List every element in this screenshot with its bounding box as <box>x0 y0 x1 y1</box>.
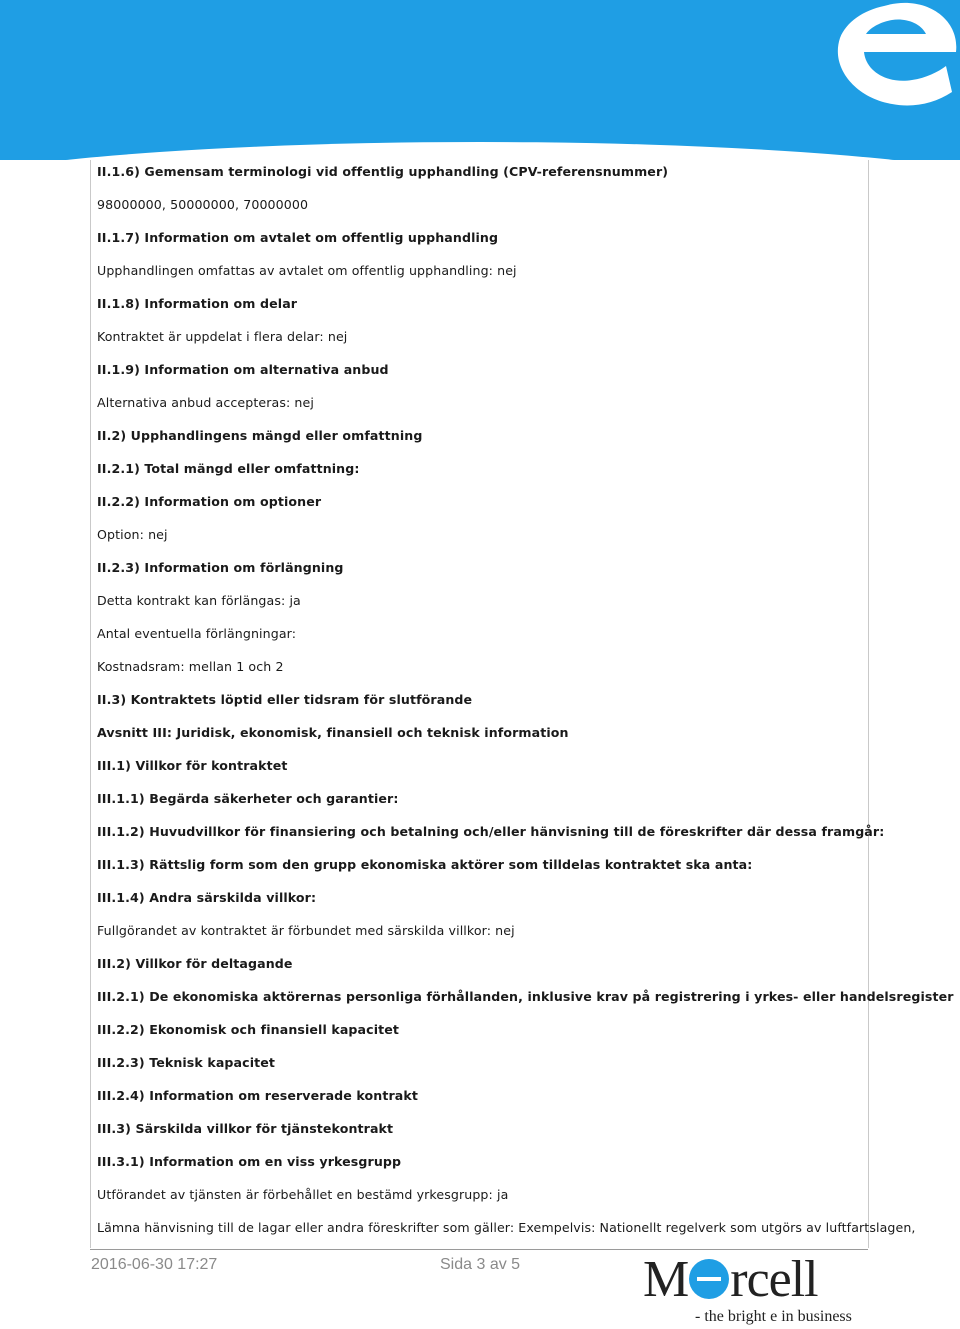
document-text-line: Kostnadsram: mellan 1 och 2 <box>97 659 284 674</box>
section-heading: III.1.4) Andra särskilda villkor: <box>97 890 317 905</box>
document-text-line: Antal eventuella förlängningar: <box>97 626 297 641</box>
section-heading: III.2.1) De ekonomiska aktörernas personliga förhållanden, inklusive krav på registrering i yrkes- eller handelsregister <box>97 989 954 1004</box>
section-heading: Avsnitt III: Juridisk, ekonomisk, finansiell och teknisk information <box>97 725 569 740</box>
brand-name-start: M <box>643 1251 689 1308</box>
section-heading: III.2.2) Ekonomisk och finansiell kapacitet <box>97 1022 400 1037</box>
mercell-e-logo-icon <box>689 1259 729 1299</box>
section-heading: II.3) Kontraktets löptid eller tidsram för slutförande <box>97 692 473 707</box>
document-text-line: Fullgörandet av kontraktet är förbundet med särskilda villkor: nej <box>97 923 515 938</box>
section-heading: II.1.7) Information om avtalet om offentlig upphandling <box>97 230 499 245</box>
document-text-line: Upphandlingen omfattas av avtalet om offentlig upphandling: nej <box>97 263 517 278</box>
document-lines <box>97 160 954 1249</box>
section-heading: II.1.8) Information om delar <box>97 296 298 311</box>
header-band <box>0 0 960 160</box>
section-heading: II.2) Upphandlingens mängd eller omfattning <box>97 428 423 443</box>
section-heading: III.3) Särskilda villkor för tjänstekontrakt <box>97 1121 394 1136</box>
section-heading: III.1) Villkor för kontraktet <box>97 758 288 773</box>
document-text-line: Alternativa anbud accepteras: nej <box>97 395 314 410</box>
mercell-e-logo-icon <box>826 0 960 110</box>
document-text-line: Option: nej <box>97 527 168 542</box>
document-text-line: 98000000, 50000000, 70000000 <box>97 197 309 212</box>
section-heading: III.1.1) Begärda säkerheter och garantier: <box>97 791 399 806</box>
document-text-line: Utförandet av tjänsten är förbehållet en bestämd yrkesgrupp: ja <box>97 1187 509 1202</box>
section-heading: III.1.2) Huvudvillkor för finansiering och betalning och/eller hänvisning till de föreskrifter där dessa framgår: <box>97 824 885 839</box>
brand-name-end: rcell <box>730 1251 818 1308</box>
section-heading: III.3.1) Information om en viss yrkesgrupp <box>97 1154 402 1169</box>
header-curve <box>0 142 960 160</box>
mercell-brand-logo <box>643 1252 868 1329</box>
footer-page-number: Sida 3 av 5 <box>440 1256 521 1273</box>
section-heading: II.1.9) Information om alternativa anbud <box>97 362 389 377</box>
document-text-line: Kontraktet är uppdelat i flera delar: nej <box>97 329 348 344</box>
section-heading: III.2.4) Information om reserverade kontrakt <box>97 1088 418 1103</box>
document-text-line: Lämna hänvisning till de lagar eller andra föreskrifter som gäller: Exempelvis: Nationellt regelverk som utgörs av luftfartslagen, <box>97 1220 916 1235</box>
brand-tagline: - the bright e in business <box>695 1308 852 1325</box>
section-heading: II.2.3) Information om förlängning <box>97 560 344 575</box>
section-heading: II.1.6) Gemensam terminologi vid offentlig upphandling (CPV-referensnummer) <box>97 164 669 179</box>
document-body <box>90 160 954 1248</box>
footer-date: 2016-06-30 17:27 <box>91 1256 218 1273</box>
brand-wordmark <box>643 1252 818 1308</box>
section-heading: II.2.2) Information om optioner <box>97 494 322 509</box>
document-text-line: Detta kontrakt kan förlängas: ja <box>97 593 301 608</box>
footer-divider <box>90 1249 868 1250</box>
section-heading: III.2) Villkor för deltagande <box>97 956 293 971</box>
section-heading: II.2.1) Total mängd eller omfattning: <box>97 461 360 476</box>
section-heading: III.2.3) Teknisk kapacitet <box>97 1055 276 1070</box>
section-heading: III.1.3) Rättslig form som den grupp ekonomiska aktörer som tilldelas kontraktet ska anta: <box>97 857 753 872</box>
